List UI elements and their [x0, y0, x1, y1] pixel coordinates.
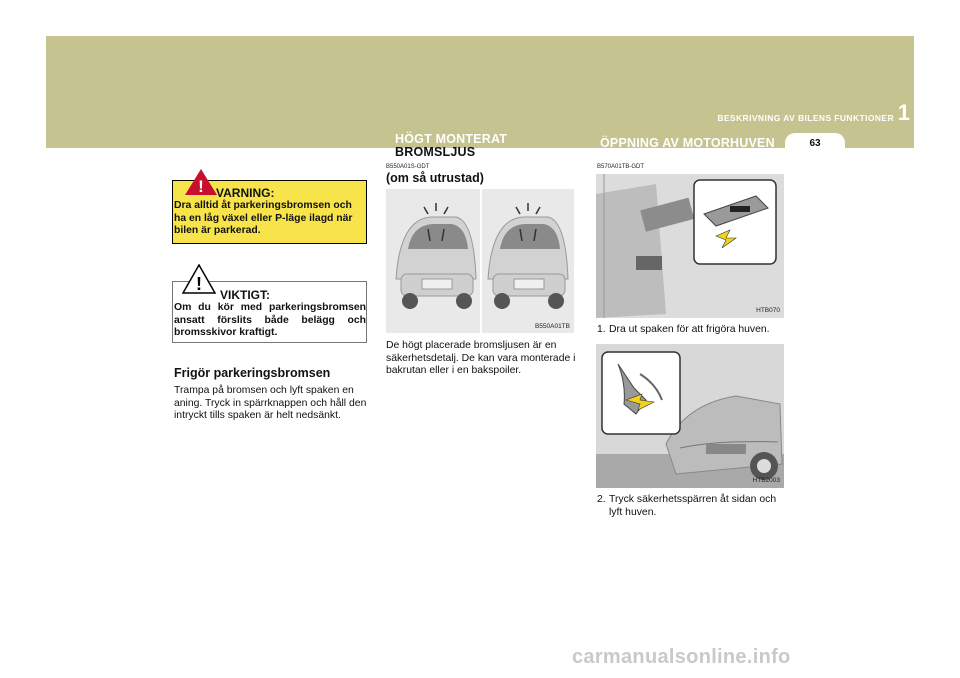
release-brake-title: Frigör parkeringsbromsen	[174, 366, 331, 380]
svg-text:!: !	[198, 177, 204, 196]
hood-image2-code: HTB2003	[752, 477, 780, 484]
page-number: 63	[785, 133, 845, 155]
chapter-number: 1	[897, 100, 910, 125]
warning-title: VARNING:	[216, 186, 275, 200]
car-rear-illustration	[386, 189, 574, 333]
brake-light-code: B550A01S-GDT	[386, 164, 430, 170]
notice-title: VIKTIGT:	[220, 288, 270, 302]
warning-triangle-icon	[184, 168, 218, 196]
brake-light-header-line2: BROMSLJUS	[395, 145, 476, 159]
hood-lever-photo	[596, 174, 784, 318]
hood-step-2-line1: Tryck säkerhetsspärren åt sidan och	[609, 494, 777, 505]
watermark: carmanualsonline.info	[572, 646, 791, 668]
notice-body: Om du kör med parkeringsbromsen ansatt förslits både belägg och bromsskivor kraftigt.	[174, 302, 366, 338]
release-brake-body: Trampa på bromsen och lyft spaken en aning. Tryck in spärrknappen och håll den intryckt tills spaken är helt nedsänkt.	[174, 385, 367, 421]
hood-step-1-text: Dra ut spaken för att frigöra huven.	[609, 324, 770, 335]
svg-text:!: !	[196, 274, 202, 294]
notice-triangle-icon	[182, 264, 216, 294]
hood-step-1	[597, 324, 787, 337]
hood-step-2	[597, 494, 792, 519]
hood-step-1-number: 1.	[597, 324, 606, 335]
brake-light-body: De högt placerade bromsljusen är en säkerhetsdetalj. De kan vara monterade i bakrutan eller i en bakspoiler.	[386, 340, 576, 376]
brake-light-image-code: B550A01TB	[534, 323, 570, 330]
chapter-title: BESKRIVNING AV BILENS FUNKTIONER	[717, 113, 894, 123]
warning-body: Dra alltid åt parkeringsbromsen och ha en låg växel eller P-läge ilagd när bilen är parkerad.	[174, 200, 353, 236]
hood-step-2-line2: lyft huven.	[609, 506, 657, 518]
hood-latch-photo	[596, 344, 784, 488]
brake-light-subtitle: (om så utrustad)	[386, 171, 484, 185]
brake-light-header-2	[395, 146, 475, 159]
brake-light-header-line1: HÖGT MONTERAT	[395, 132, 508, 146]
hood-header: ÖPPNING AV MOTORHUVEN	[600, 136, 775, 150]
hood-lever-illustration	[596, 174, 784, 318]
hood-latch-illustration	[596, 344, 784, 488]
hood-step-2-number: 2.	[597, 494, 606, 505]
hood-code: B570A01TB-GDT	[597, 164, 645, 170]
brake-light-photo	[386, 189, 574, 333]
hood-image1-code: HTB070	[756, 307, 780, 314]
